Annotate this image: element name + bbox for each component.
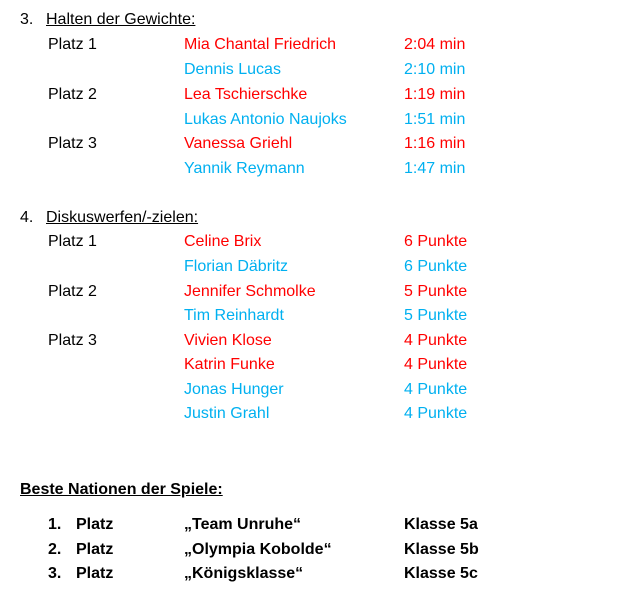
rank-label: Platz <box>76 541 114 558</box>
result-value: 1:19 min <box>404 86 466 103</box>
place-label: Platz 2 <box>48 283 97 300</box>
participant-name: Justin Grahl <box>184 405 270 422</box>
participant-name: Vanessa Griehl <box>184 135 293 152</box>
participant-name: Jennifer Schmolke <box>184 283 316 300</box>
participant-name: Katrin Funke <box>184 356 275 373</box>
participant-name: Lukas Antonio Naujoks <box>184 111 347 128</box>
result-value: 5 Punkte <box>404 307 468 324</box>
result-value: 2:10 min <box>404 61 466 78</box>
participant-name: Celine Brix <box>184 233 262 250</box>
participant-name: Dennis Lucas <box>184 61 281 78</box>
team-name: „Königsklasse“ <box>184 565 304 582</box>
team-name: „Team Unruhe“ <box>184 516 302 533</box>
team-name: „Olympia Kobolde“ <box>184 541 332 558</box>
rank-number: 1. <box>48 516 62 533</box>
rank-label: Platz <box>76 565 114 582</box>
rank-label: Platz <box>76 516 114 533</box>
result-value: 6 Punkte <box>404 258 468 275</box>
participant-name: Yannik Reymann <box>184 160 305 177</box>
participant-name: Vivien Klose <box>184 332 272 349</box>
rank-number: 2. <box>48 541 62 558</box>
result-value: 4 Punkte <box>404 332 468 349</box>
place-label: Platz 2 <box>48 86 97 103</box>
place-label: Platz 1 <box>48 36 97 53</box>
participant-name: Mia Chantal Friedrich <box>184 36 337 53</box>
result-value: 4 Punkte <box>404 405 468 422</box>
participant-name: Jonas Hunger <box>184 381 284 398</box>
result-value: 5 Punkte <box>404 283 468 300</box>
result-value: 6 Punkte <box>404 233 468 250</box>
class-label: Klasse 5b <box>404 541 479 558</box>
result-value: 4 Punkte <box>404 356 468 373</box>
place-label: Platz 3 <box>48 332 97 349</box>
participant-name: Tim Reinhardt <box>184 307 284 324</box>
place-label: Platz 1 <box>48 233 97 250</box>
class-label: Klasse 5a <box>404 516 478 533</box>
rank-number: 3. <box>48 565 62 582</box>
result-value: 1:47 min <box>404 160 466 177</box>
section-number: 4. <box>20 209 34 226</box>
section-number: 3. <box>20 11 34 28</box>
result-value: 1:16 min <box>404 135 466 152</box>
section-title: Halten der Gewichte: <box>46 11 196 28</box>
result-value: 2:04 min <box>404 36 466 53</box>
place-label: Platz 3 <box>48 135 97 152</box>
nations-title: Beste Nationen der Spiele: <box>20 481 223 498</box>
class-label: Klasse 5c <box>404 565 478 582</box>
result-value: 1:51 min <box>404 111 466 128</box>
section-title: Diskuswerfen/-zielen: <box>46 209 199 226</box>
result-value: 4 Punkte <box>404 381 468 398</box>
participant-name: Lea Tschierschke <box>184 86 308 103</box>
participant-name: Florian Däbritz <box>184 258 289 275</box>
